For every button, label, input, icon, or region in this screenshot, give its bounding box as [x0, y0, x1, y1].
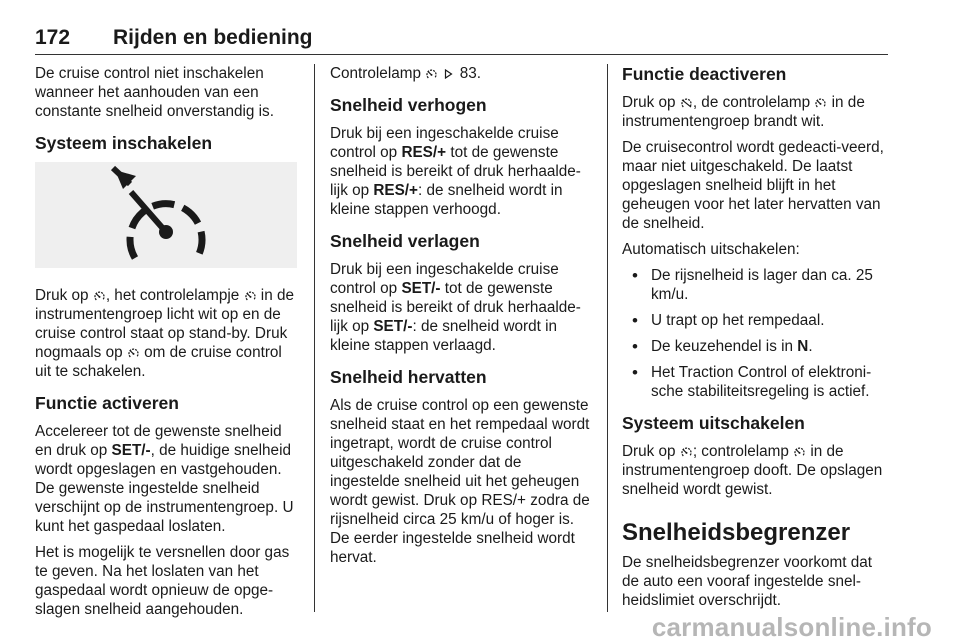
column-middle	[330, 64, 592, 574]
heading-snelheid-verlagen: Snelheid verlagen	[330, 231, 480, 251]
cruise-control-icon	[244, 291, 257, 301]
page-number: 172	[35, 26, 71, 49]
paragraph-gedeactiveerd: De cruisecontrol wordt gedeacti-veerd, maar niet uitgeschakeld. De laatst opgeslagen snelheid blijft in het geheugen voor het later hervatten van de snelheid.	[622, 139, 884, 232]
heading-systeem-uitschakelen: Systeem uitschakelen	[622, 413, 805, 433]
paragraph-deactiveren: Druk op , de controlelamp in de instrumentengroep brandt wit.	[622, 94, 865, 130]
heading-snelheid-hervatten: Snelheid hervatten	[330, 367, 487, 387]
heading-snelheid-verhogen: Snelheid verhogen	[330, 95, 487, 115]
list-item: • De rijsnelheid is lager dan ca. 25 km/u.	[622, 266, 888, 304]
paragraph-druk-op: Druk op , het controlelampje in de instrumentengroep licht wit op en de cruise control staat op stand-by. Druk nogmaals op om de cruise control uit te schakelen.	[35, 287, 294, 380]
list-item: • U trapt op het rempedaal.	[622, 311, 888, 330]
cruise-control-icon	[35, 162, 297, 268]
column-left	[35, 64, 299, 626]
heading-snelheidsbegrenzer: Snelheidsbegrenzer	[622, 519, 851, 546]
paragraph-accelereer: Accelereer tot de gewenste snelheid en druk op SET/-, de huidige snelheid wordt opgeslagen en vastgehouden. De gewenste ingestelde snelheid verschijnt op de instrumentengroep. U kunt het gaspedaal loslaten.	[35, 423, 294, 535]
cruise-control-illustration	[35, 162, 297, 268]
intro-text: De cruise control niet inschakelen wanneer het aanhouden van een constante snelheid onverstandig is.	[35, 65, 274, 120]
cruise-control-icon	[680, 447, 693, 457]
heading-functie-activeren: Functie activeren	[35, 393, 179, 413]
cruise-control-icon	[127, 348, 140, 358]
paragraph-hervatten: Als de cruise control op een gewenste snelheid staat en het rempedaal wordt ingetrapt, wordt de cruise control uitgeschakeld zonder dat de ingestelde snelheid uit het geheugen wordt gewist. Druk op RES/+ zodra de rijsnelheid circa 25 km/u of hoger is. De eerder ingestelde snelheid wordt hervat.	[330, 397, 590, 566]
heading-systeem-inschakelen: Systeem inschakelen	[35, 133, 213, 153]
heading-functie-deactiveren: Functie deactiveren	[622, 64, 787, 84]
page-title: Rijden en bediening	[113, 26, 313, 49]
paragraph-verlagen: Druk bij een ingeschakelde cruise control op SET/- tot de gewenste snelheid is bereikt of druk herhaalde-lijk op SET/-: de snelheid wordt in kleine stappen verlaagd.	[330, 261, 581, 354]
cruise-control-icon	[814, 98, 827, 108]
list-item: • Het Traction Control of elektroni-sche stabiliteitsregeling is actief.	[622, 363, 888, 401]
cruise-control-icon	[793, 447, 806, 457]
controlelamp-reference: Controlelamp 83.	[330, 65, 481, 82]
list-item: • De keuzehendel is in N.	[622, 337, 888, 356]
column-divider	[607, 64, 608, 612]
cruise-control-icon	[425, 69, 438, 79]
watermark: carmanualsonline.info	[651, 612, 932, 642]
column-right	[622, 64, 888, 617]
page-reference-icon	[442, 69, 455, 79]
column-divider	[314, 64, 315, 612]
header-rule	[35, 54, 888, 55]
cruise-control-icon	[93, 291, 106, 301]
paragraph-snelheidsbegrenzer: De snelheidsbegrenzer voorkomt dat de auto een vooraf ingestelde snel-heidslimiet overschrijdt.	[622, 554, 872, 609]
paragraph-gas-geven: Het is mogelijk te versnellen door gas te geven. Na het loslaten van het gaspedaal wordt opnieuw de opge-slagen snelheid aangehouden.	[35, 544, 290, 618]
cruise-cancel-icon	[680, 98, 693, 108]
paragraph-uitschakelen: Druk op ; controlelamp in de instrumentengroep dooft. De opslagen snelheid wordt gewist.	[622, 443, 883, 498]
paragraph-automatisch: Automatisch uitschakelen:	[622, 241, 800, 258]
paragraph-verhogen: Druk bij een ingeschakelde cruise control op RES/+ tot de gewenste snelheid is bereikt of druk herhaalde-lijk op RES/+: de snelheid wordt in kleine stappen verhoogd.	[330, 125, 581, 218]
